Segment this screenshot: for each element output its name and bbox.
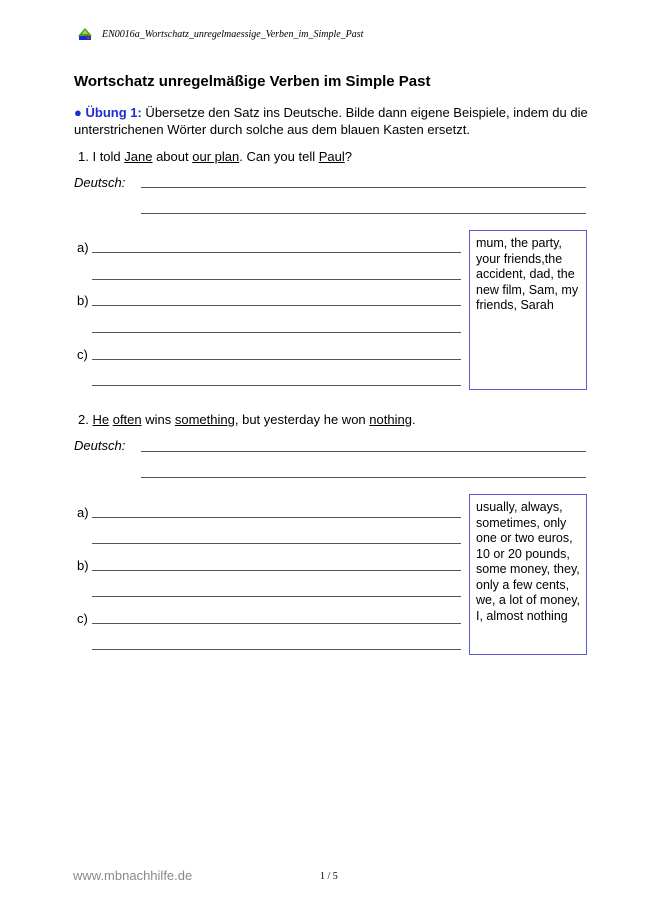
example-label-a: a): [77, 240, 89, 255]
page-number: 1 / 5: [320, 871, 338, 882]
exercise-instruction-text: Übersetze den Satz ins Deutsche. Bilde dann eigene Beispiele, indem du die unterstrichenen Wörter durch solche aus dem blauen Kasten ersetzt.: [74, 105, 588, 137]
exercise-bullet: ●: [74, 105, 82, 120]
exercise-instruction: [74, 104, 590, 138]
sentence-text: . Can you tell: [239, 149, 319, 164]
answer-line[interactable]: [92, 252, 461, 253]
underlined-word: Jane: [124, 149, 153, 164]
underlined-word: something: [174, 412, 235, 427]
answer-line[interactable]: [92, 332, 461, 333]
question-number: 2.: [78, 412, 89, 427]
word-box-2: usually, always, sometimes, only one or two euros, 10 or 20 pounds, some money, they, only a few cents, we, a lot of money, I, almost nothing: [469, 494, 587, 655]
question-text: [92, 149, 352, 164]
underlined-word: often: [112, 412, 142, 427]
sentence-text: , but yesterday he won: [234, 412, 370, 427]
footer-website: www.mbnachhilfe.de: [73, 868, 193, 883]
sentence-text: wins: [141, 412, 175, 427]
underlined-word: He: [92, 412, 110, 427]
answer-line[interactable]: [92, 543, 461, 544]
sentence-text: .: [411, 412, 416, 427]
deutsch-label-2: Deutsch:: [74, 438, 126, 453]
exercise-label: Übung 1:: [85, 105, 142, 120]
logo-icon: [78, 28, 92, 40]
answer-line[interactable]: [92, 517, 461, 518]
underlined-word: our plan: [192, 149, 240, 164]
document-header: [78, 26, 363, 42]
example-label-c: c): [77, 347, 88, 362]
question-number: 1.: [78, 149, 89, 164]
answer-line[interactable]: [92, 623, 461, 624]
underlined-word: nothing: [369, 412, 412, 427]
header-filename: EN0016a_Wortschatz_unregelmaessige_Verben_im_Simple_Past: [102, 28, 364, 40]
sentence-text: about: [152, 149, 193, 164]
answer-line[interactable]: [92, 279, 461, 280]
example-label-c: c): [77, 611, 88, 626]
example-label-b: b): [77, 293, 89, 308]
word-box-1: mum, the party, your friends,the accident, dad, the new film, Sam, my friends, Sarah: [469, 230, 587, 390]
answer-line[interactable]: [92, 649, 461, 650]
answer-line[interactable]: [92, 305, 461, 306]
answer-line[interactable]: [141, 477, 586, 478]
question-2: [78, 412, 416, 427]
answer-line[interactable]: [141, 213, 586, 214]
answer-line[interactable]: [141, 451, 586, 452]
example-label-b: b): [77, 558, 89, 573]
sentence-text: I told: [92, 149, 125, 164]
answer-line[interactable]: [141, 187, 586, 188]
deutsch-label-1: Deutsch:: [74, 175, 126, 190]
answer-line[interactable]: [92, 596, 461, 597]
question-1: [78, 149, 352, 164]
page-title: Wortschatz unregelmäßige Verben im Simple Past: [74, 73, 431, 90]
question-text: [92, 412, 415, 427]
answer-line[interactable]: [92, 570, 461, 571]
example-label-a: a): [77, 505, 89, 520]
answer-line[interactable]: [92, 385, 461, 386]
underlined-word: Paul: [318, 149, 345, 164]
answer-line[interactable]: [92, 359, 461, 360]
sentence-text: ?: [344, 149, 352, 164]
